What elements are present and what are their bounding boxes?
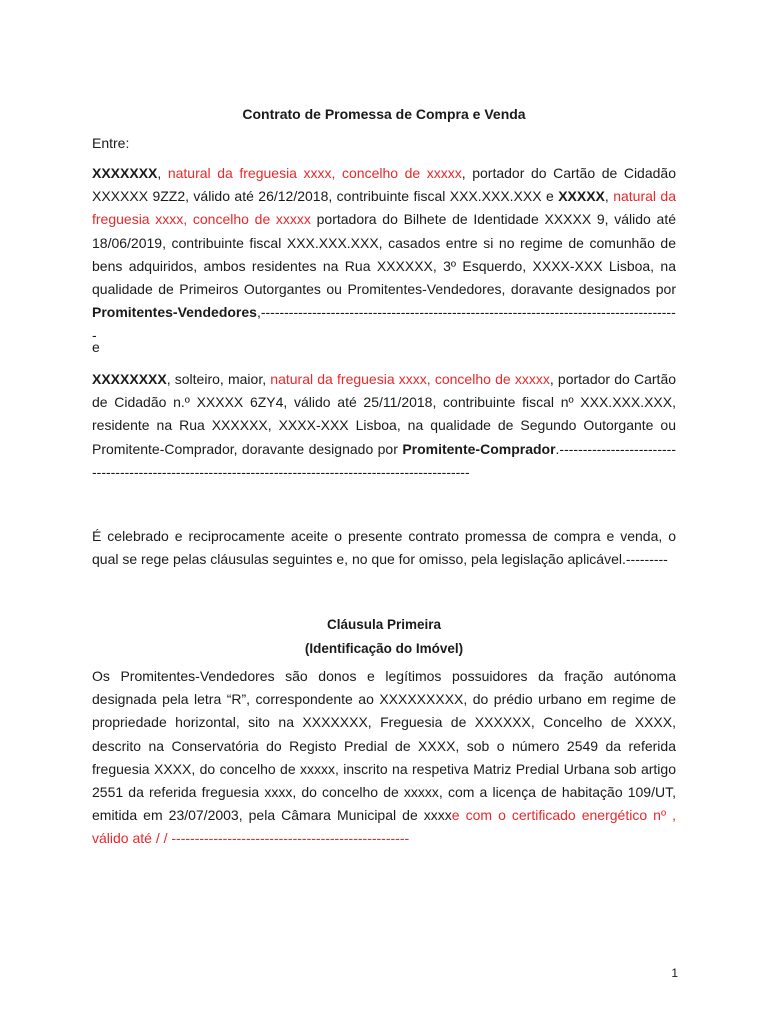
party1-name: XXXXXXX (92, 165, 158, 181)
clause1-subheading: (Identificação do Imóvel) (304, 641, 464, 656)
and-conjunction: e (92, 339, 100, 355)
party1-name-2: XXXXX (558, 188, 605, 205)
clause1-heading: Cláusula Primeira (326, 617, 442, 632)
party1-dashes: ,------------------------------------------------------------------------------------------ (92, 304, 676, 344)
clause1-text: Os Promitentes-Vendedores são donos e legítimos possuidores da fração autónoma designada pela letra “R”, correspondente ao XXXXXXXXX, do prédio urbano em regime de propriedade horizontal, sito na XXXXXXX, Freguesia de XXXXXX, Concelho de XXXX, descrito na Conservatória do Registo Predial de XXXX, sob o número 2549 da referida freguesia XXXX, do concelho de xxxxx, inscrito na respetiva Matriz Predial Urbana sob artigo 2551 da referida freguesia xxxx, do concelho de xxxxx, com a licença de habitação 109/UT, emitida em 23/07/2003, pela Câmara Municipal de xxxx (92, 668, 676, 824)
party2-text-1: , portador do Cartão de Cidadão n.º XXXXX 6ZY4, válido até 25/11/2018, contribuinte fiscal nº XXX.XXX.XXX, residente na Rua XXXXXX, XXXX-XXX Lisboa, na qualidade de Segundo Outorgante ou Promitente-Comprador, doravante designado por (92, 371, 677, 457)
party1-text-2: portadora do Bilhete de Identidade XXXXX 9, válido até 18/06/2019, contribuinte fiscal XXX.XXX.XXX, casados entre si no regime de comunhão de bens adquiridos, ambos residentes na Rua XXXXXX, 3º Esquerdo, XXXX-XXX Lisboa, na qualidade de Primeiros Outorgantes ou Promitentes-Vendedores, doravante designados por (92, 211, 677, 298)
party1-origin-2: natural da freguesia xxxx, concelho de xxxxx (92, 188, 676, 228)
entre-label: Entre: (92, 135, 130, 151)
party1-designation: Promitentes-Vendedores (92, 304, 257, 321)
party2-origin: natural da freguesia xxxx, concelho de xxxxx (270, 371, 550, 387)
party1-sep2: , (604, 188, 614, 205)
party1-text-1: , portador do Cartão de Cidadão XXXXXX 9ZZ2, válido até 26/12/2018, contribuinte fiscal XXX.XXX.XXX e (92, 165, 676, 205)
celebrado-paragraph: É celebrado e reciprocamente aceite o presente contrato promessa de compra e venda, o qual se rege pelas cláusulas seguintes e, no que for omisso, pela legislação aplicável.--------- (92, 528, 676, 568)
party2-paragraph (92, 368, 676, 484)
page-number: 1 (671, 966, 678, 980)
clause1-energy-certificate: e com o certificado energético nº , válido até / / --------------------------------------------------- (92, 807, 676, 847)
party1-origin-1: natural da freguesia xxxx, concelho de xxxxx (167, 165, 462, 181)
party2-dashes: .---------------------------------------------------------------------------------------------------------- (92, 440, 676, 480)
party2-name: XXXXXXXX (92, 371, 167, 387)
clause1-paragraph (92, 665, 676, 851)
party1-sep1: , (157, 165, 168, 181)
party1-paragraph (92, 162, 676, 348)
party2-designation: Promitente-Comprador (402, 440, 556, 457)
document-title: Contrato de Promessa de Compra e Venda (242, 106, 526, 122)
party2-text-0: , solteiro, maior, (166, 371, 271, 387)
